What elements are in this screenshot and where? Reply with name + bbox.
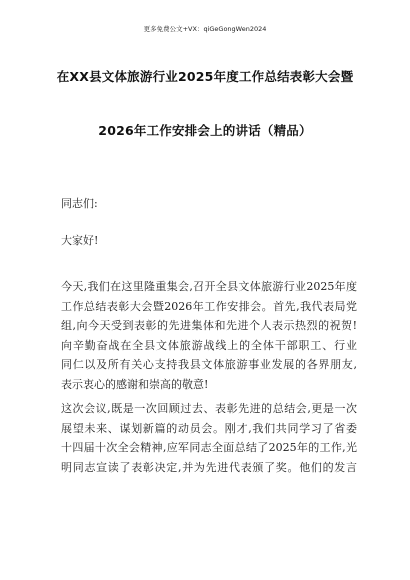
salutation-text: 同志们: (61, 197, 98, 210)
greeting (61, 231, 357, 251)
paragraph-line: 这次会议,既是一次回顾过去、表彰先进的总结会,更是一次 (61, 402, 357, 415)
paragraph-line: 向辛勤奋战在全县文体旅游战线上的全体干部职工、行业 (61, 338, 357, 352)
paragraph-line: 明同志宣读了表彰决定,并为先进代表颁了奖。他们的发言 (61, 460, 357, 474)
document-title-line-1: 在XX县文体旅游行业2025年度工作总结表彰大会暨 (56, 69, 354, 84)
paragraph-line: 展望未来、谋划新篇的动员会。刚才,我们共同学习了省委 (61, 421, 357, 435)
paragraph-line: 表示衷心的感谢和崇高的敬意! (61, 377, 209, 391)
paragraph-line: 十四届十次全会精神,应军同志全面总结了2025年的工作,光 (61, 441, 357, 455)
paragraph-line: 同仁以及所有关心支持我县文体旅游事业发展的各界朋友, (61, 358, 357, 372)
paragraph-opening (61, 277, 357, 395)
greeting-text: 大家好! (61, 234, 99, 247)
paragraph-line: 组,向今天受到表彰的先进集体和先进个人表示热烈的祝贺! (61, 319, 357, 333)
salutation (61, 194, 357, 214)
paragraph-line: 工作总结表彰大会暨2026年工作安排会。首先,我代表局党 (61, 299, 357, 313)
page-header-note: 更多免费公文+VX：qiGeGongWen2024 (143, 25, 267, 33)
paragraph-line: 今天,我们在这里隆重集会,召开全县文体旅游行业2025年度 (61, 280, 357, 293)
document-title-line-2: 2026年工作安排会上的讲话（精品） (98, 123, 312, 138)
paragraph-meeting-purpose (61, 399, 357, 477)
